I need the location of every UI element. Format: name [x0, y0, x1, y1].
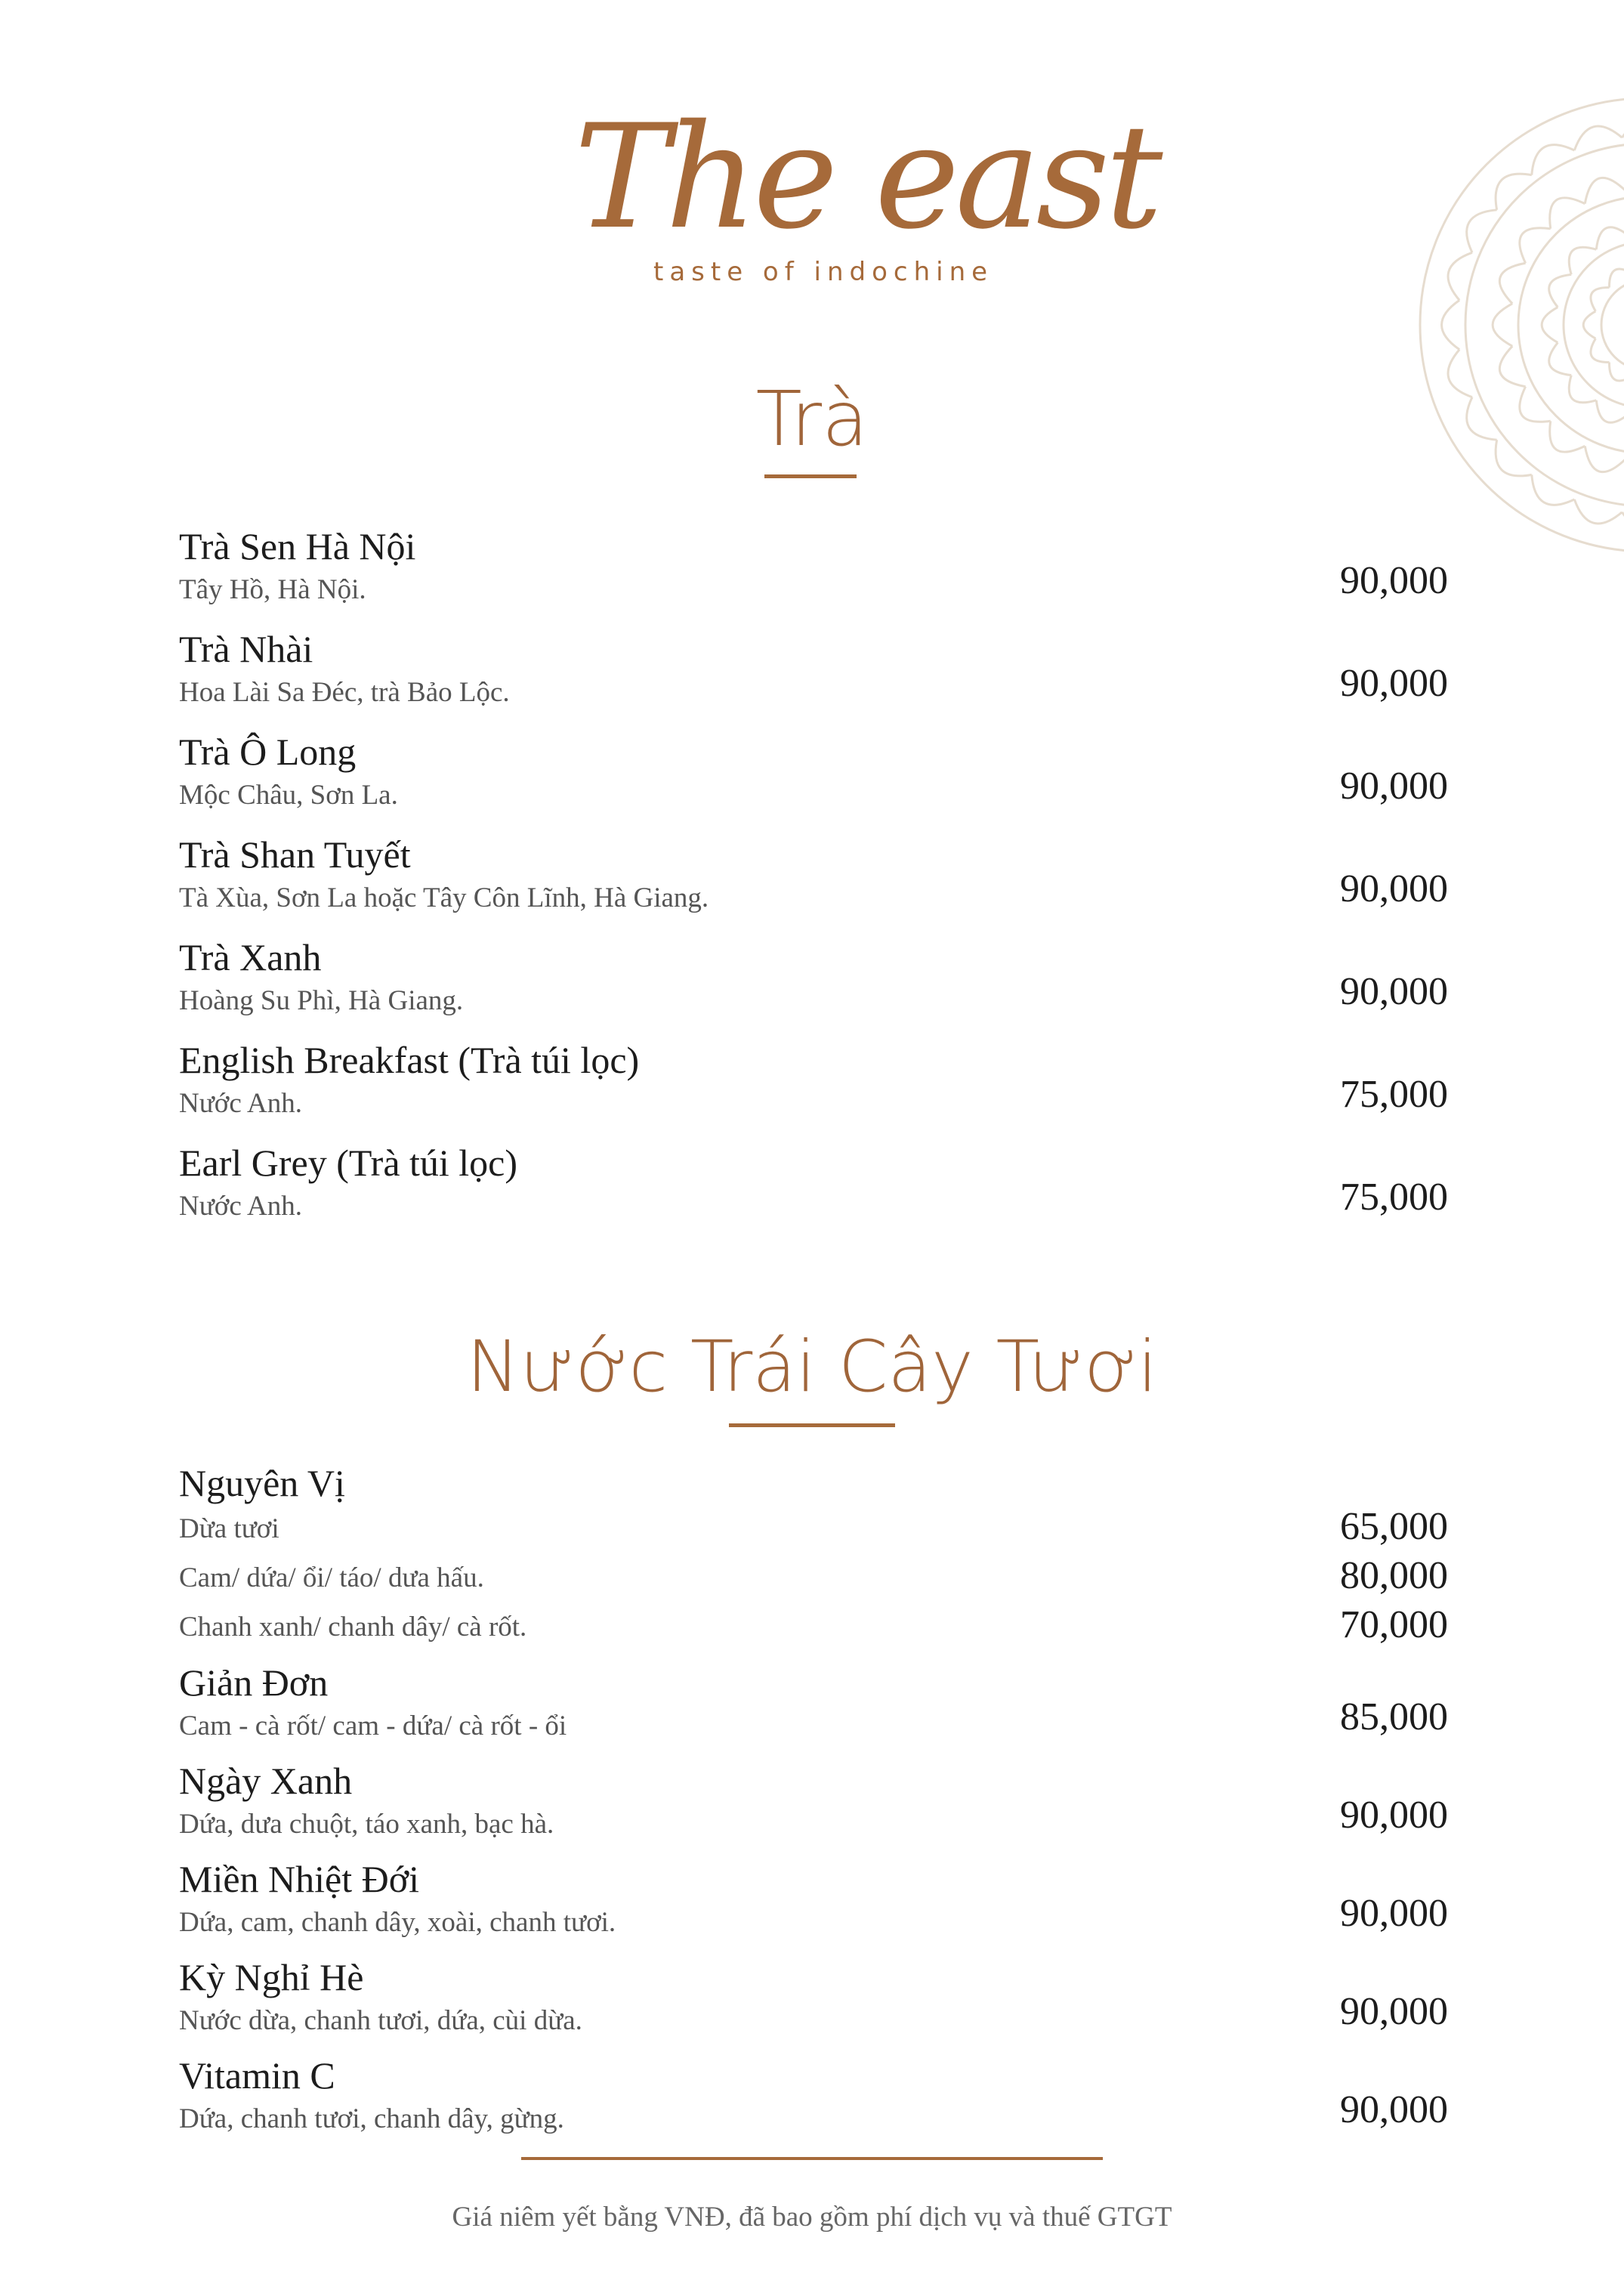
mandala-petal: [1542, 307, 1558, 343]
item-name: Kỳ Nghỉ Hè: [179, 1956, 364, 1998]
item-description: Hoa Lài Sa Đéc, trà Bảo Lộc.: [179, 677, 510, 708]
item-price: 65,000: [1340, 1505, 1448, 1548]
mandala-petal: [1496, 174, 1532, 210]
mandala-petal: [1583, 311, 1595, 338]
item-price: 85,000: [1340, 1695, 1448, 1738]
mandala-petal: [1549, 274, 1572, 307]
menu-item-variant: [179, 1554, 1448, 1597]
item-price: 90,000: [1340, 970, 1448, 1013]
menu-item: [179, 1661, 1448, 1741]
item-description: Tà Xùa, Sơn La hoặc Tây Côn Lĩnh, Hà Giang.: [179, 882, 709, 913]
item-price: 75,000: [1340, 1176, 1448, 1219]
item-name: Trà Shan Tuyết: [179, 833, 411, 876]
item-description: Cam - cà rốt/ cam - dứa/ cà rốt - ổi: [179, 1710, 567, 1741]
item-name: English Breakfast (Trà túi lọc): [179, 1039, 640, 1081]
menu-item: [179, 833, 1448, 913]
footer-divider: [521, 2157, 1103, 2160]
item-name: Trà Sen Hà Nội: [179, 525, 416, 567]
item-description: Nước Anh.: [179, 1191, 302, 1222]
menu-item: [179, 1958, 1448, 2035]
mandala-petal: [1591, 287, 1610, 311]
item-price: 90,000: [1340, 1990, 1448, 2033]
item-price: 90,000: [1340, 765, 1448, 808]
item-name: Nguyên Vị: [179, 1462, 345, 1504]
item-name: Trà Nhài: [179, 628, 313, 670]
item-description: Cam/ dứa/ ổi/ táo/ dưa hấu.: [179, 1562, 484, 1593]
item-name: Earl Grey (Trà túi lọc): [179, 1142, 518, 1184]
section-title-tea: Trà: [755, 375, 869, 463]
item-description: Nước Anh.: [179, 1088, 302, 1119]
menu-item-variant: [179, 1505, 1448, 1548]
item-description: Dứa, cam, chanh dây, xoài, chanh tươi.: [179, 1907, 616, 1938]
menu-item: [179, 733, 1448, 809]
footer-note: Giá niêm yết bằng VNĐ, đã bao gồm phí dịch vụ và thuế GTGT: [452, 2202, 1172, 2233]
item-price: 90,000: [1340, 559, 1448, 602]
menu-item: [179, 1860, 1448, 1936]
item-description: Dứa, dưa chuột, táo xanh, bạc hà.: [179, 1809, 554, 1840]
menu-item: [179, 630, 1448, 706]
item-name: Ngày Xanh: [179, 1760, 353, 1802]
item-price: 90,000: [1340, 867, 1448, 910]
item-price: 90,000: [1340, 1892, 1448, 1935]
item-description: Nước dừa, chanh tươi, dứa, cùi dừa.: [179, 2005, 582, 2036]
brand-logo: [559, 94, 1159, 302]
item-name: Trà Xanh: [179, 936, 322, 978]
menu-item: [179, 1144, 1448, 1220]
brand-name: The east: [574, 94, 1159, 261]
item-price: 90,000: [1340, 1794, 1448, 1837]
section-title-fresh-juice: Nước Trái Cây Tươi: [466, 1326, 1158, 1408]
item-name: Miền Nhiệt Đới: [179, 1858, 420, 1900]
menu-item: [179, 1041, 1448, 1117]
item-description: Dứa, chanh tươi, chanh dây, gừng.: [179, 2103, 564, 2134]
item-description: Tây Hồ, Hà Nội.: [179, 574, 366, 605]
item-description: Hoàng Su Phì, Hà Giang.: [179, 985, 464, 1016]
item-price: 90,000: [1340, 2088, 1448, 2131]
menu-item: [179, 2054, 1448, 2134]
item-name: Trà Ô Long: [179, 731, 357, 773]
item-price: 70,000: [1340, 1603, 1448, 1646]
item-price: 80,000: [1340, 1554, 1448, 1597]
item-name: Vitamin C: [179, 2054, 335, 2097]
menu-item: [179, 527, 1448, 604]
item-description: Mộc Châu, Sơn La.: [179, 780, 398, 811]
mandala-petal: [1493, 304, 1512, 346]
mandala-petal: [1609, 362, 1624, 381]
item-name: Giản Đơn: [179, 1661, 329, 1704]
menu-item: [179, 1464, 1448, 1502]
brand-tagline: taste of indochine: [653, 257, 994, 287]
mandala-petal: [1442, 300, 1460, 349]
section-divider: [764, 474, 857, 478]
menu-item: [179, 938, 1448, 1015]
item-description: Chanh xanh/ chanh dây/ cà rốt.: [179, 1612, 527, 1642]
mandala-petal: [1609, 269, 1624, 288]
section-divider: [729, 1423, 895, 1427]
item-price: 90,000: [1340, 662, 1448, 705]
mandala-petal: [1591, 338, 1610, 362]
menu-item-variant: [179, 1603, 1448, 1646]
mandala-petal: [1549, 342, 1572, 375]
menu-item: [179, 1762, 1448, 1838]
item-price: 75,000: [1340, 1073, 1448, 1116]
item-description: Dừa tươi: [179, 1513, 279, 1544]
